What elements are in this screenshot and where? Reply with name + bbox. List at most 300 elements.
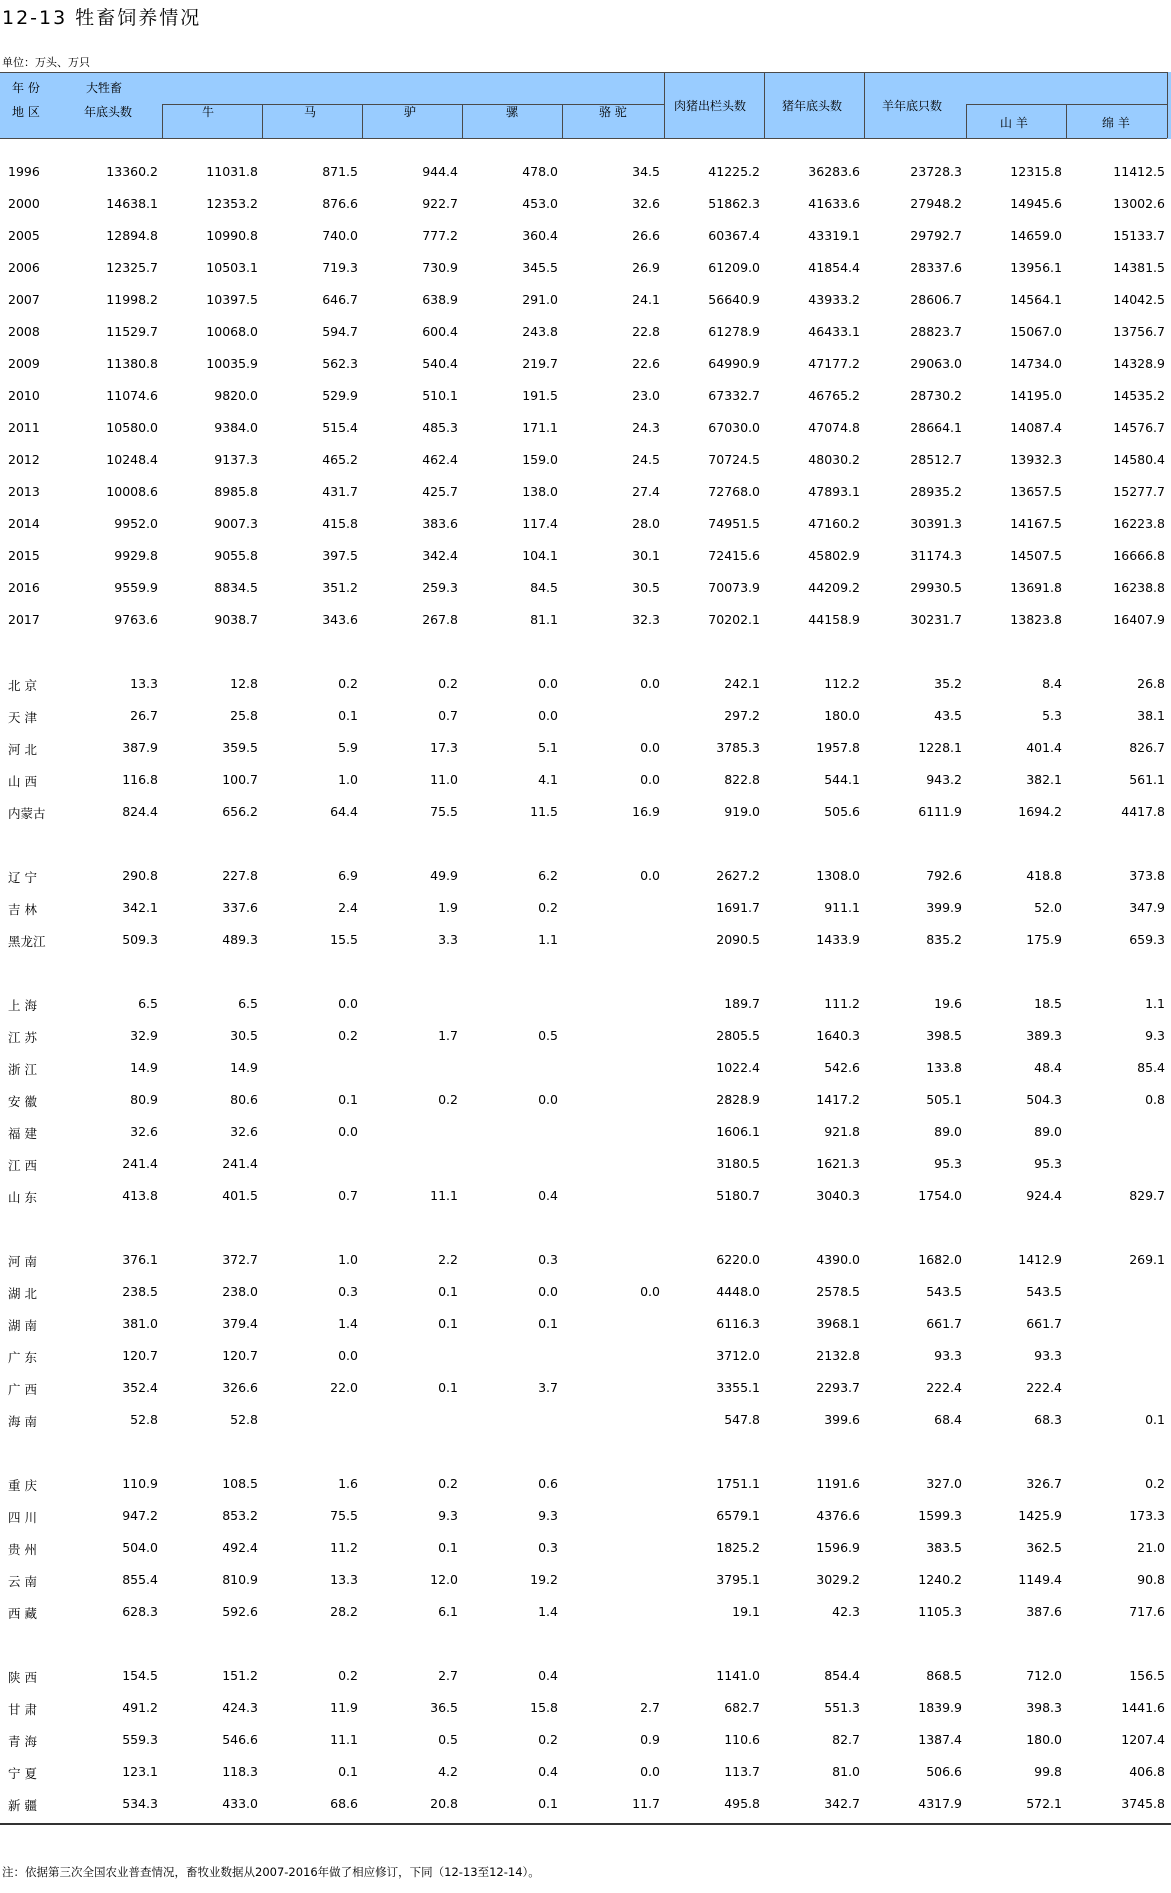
region-row <box>0 1060 1171 1080</box>
table-cell: 47160.2 <box>808 516 860 531</box>
table-cell: 3.7 <box>538 1380 558 1395</box>
table-cell: 15.5 <box>330 932 358 947</box>
table-cell: 1.0 <box>338 1252 358 1267</box>
table-cell: 64990.9 <box>708 356 760 371</box>
table-cell: 397.5 <box>322 548 358 563</box>
table-cell: 1149.4 <box>1018 1572 1062 1587</box>
table-cell: 0.2 <box>1145 1476 1165 1491</box>
table-cell: 6111.9 <box>918 804 962 819</box>
table-cell: 1694.2 <box>1018 804 1062 819</box>
table-cell: 9055.8 <box>214 548 258 563</box>
table-cell: 242.1 <box>724 676 760 691</box>
table-cell: 238.5 <box>122 1284 158 1299</box>
region-label: 上 海 <box>8 998 37 1013</box>
table-cell: 14.9 <box>130 1060 158 1075</box>
table-cell: 628.3 <box>122 1604 158 1619</box>
region-label: 吉 林 <box>8 902 37 917</box>
region-label: 黑龙江 <box>8 934 46 949</box>
table-cell: 389.3 <box>1026 1028 1062 1043</box>
table-cell: 351.2 <box>322 580 358 595</box>
table-cell: 11.7 <box>632 1796 660 1811</box>
table-cell: 93.3 <box>1034 1348 1062 1363</box>
table-cell: 9137.3 <box>214 452 258 467</box>
table-cell: 10397.5 <box>206 292 258 307</box>
table-cell: 14167.5 <box>1010 516 1062 531</box>
table-cell: 433.0 <box>222 1796 258 1811</box>
year-label: 2009 <box>8 356 40 371</box>
table-cell: 38.1 <box>1137 708 1165 723</box>
table-cell: 505.6 <box>824 804 860 819</box>
table-cell: 387.9 <box>122 740 158 755</box>
table-cell: 4376.6 <box>816 1508 860 1523</box>
region-label: 山 东 <box>8 1190 37 1205</box>
region-row <box>0 804 1171 824</box>
table-cell: 406.8 <box>1129 1764 1165 1779</box>
table-cell: 13823.8 <box>1010 612 1062 627</box>
table-cell: 60367.4 <box>708 228 760 243</box>
table-cell: 117.4 <box>522 516 558 531</box>
table-cell: 489.3 <box>222 932 258 947</box>
table-cell: 362.5 <box>1026 1540 1062 1555</box>
table-cell: 15277.7 <box>1113 484 1165 499</box>
region-label: 甘 肃 <box>8 1702 37 1717</box>
table-cell: 876.6 <box>322 196 358 211</box>
table-cell: 24.1 <box>632 292 660 307</box>
table-cell: 20.8 <box>430 1796 458 1811</box>
table-cell: 10503.1 <box>206 260 258 275</box>
table-cell: 9763.6 <box>114 612 158 627</box>
table-cell: 4417.8 <box>1121 804 1165 819</box>
table-cell: 0.1 <box>438 1316 458 1331</box>
year-label: 1996 <box>8 164 40 179</box>
table-cell: 1599.3 <box>918 1508 962 1523</box>
table-cell: 0.3 <box>538 1252 558 1267</box>
table-cell: 0.1 <box>338 1092 358 1107</box>
table-cell: 352.4 <box>122 1380 158 1395</box>
table-cell: 465.2 <box>322 452 358 467</box>
table-cell: 4.1 <box>538 772 558 787</box>
table-cell: 22.6 <box>632 356 660 371</box>
table-cell: 80.9 <box>130 1092 158 1107</box>
table-cell: 12894.8 <box>106 228 158 243</box>
table-cell: 1957.8 <box>816 740 860 755</box>
table-cell: 415.8 <box>322 516 358 531</box>
year-label: 2017 <box>8 612 40 627</box>
header-camel: 骆 驼 <box>599 105 627 119</box>
table-cell: 343.6 <box>322 612 358 627</box>
table-cell: 74951.5 <box>708 516 760 531</box>
table-cell: 13.3 <box>330 1572 358 1587</box>
table-cell: 290.8 <box>122 868 158 883</box>
table-cell: 0.0 <box>640 868 660 883</box>
year-label: 2006 <box>8 260 40 275</box>
region-row <box>0 1476 1171 1496</box>
region-row <box>0 1124 1171 1144</box>
region-row <box>0 1604 1171 1624</box>
table-cell: 108.5 <box>222 1476 258 1491</box>
year-row <box>0 324 1171 344</box>
table-cell: 138.0 <box>522 484 558 499</box>
table-cell: 95.3 <box>1034 1156 1062 1171</box>
table-cell: 5.1 <box>538 740 558 755</box>
table-cell: 191.5 <box>522 388 558 403</box>
table-cell: 67030.0 <box>708 420 760 435</box>
table-cell: 52.8 <box>130 1412 158 1427</box>
table-cell: 2828.9 <box>716 1092 760 1107</box>
year-row <box>0 228 1171 248</box>
table-cell: 12325.7 <box>106 260 158 275</box>
table-cell: 2805.5 <box>716 1028 760 1043</box>
region-label: 江 西 <box>8 1158 37 1173</box>
table-cell: 43319.1 <box>808 228 860 243</box>
table-cell: 1.1 <box>538 932 558 947</box>
table-cell: 12.8 <box>230 676 258 691</box>
table-cell: 600.4 <box>422 324 458 339</box>
table-cell: 924.4 <box>1026 1188 1062 1203</box>
table-cell: 35.2 <box>934 676 962 691</box>
table-cell: 67332.7 <box>708 388 760 403</box>
table-cell: 269.1 <box>1129 1252 1165 1267</box>
table-cell: 1207.4 <box>1121 1732 1165 1747</box>
table-cell: 28935.2 <box>910 484 962 499</box>
table-cell: 26.7 <box>130 708 158 723</box>
table-cell: 835.2 <box>926 932 962 947</box>
table-cell: 0.5 <box>438 1732 458 1747</box>
table-cell: 478.0 <box>522 164 558 179</box>
table-cell: 61278.9 <box>708 324 760 339</box>
table-cell: 14638.1 <box>106 196 158 211</box>
region-label: 湖 北 <box>8 1286 37 1301</box>
year-row <box>0 260 1171 280</box>
table-cell: 398.5 <box>926 1028 962 1043</box>
table-cell: 14381.5 <box>1113 260 1165 275</box>
table-cell: 453.0 <box>522 196 558 211</box>
table-cell: 241.4 <box>122 1156 158 1171</box>
table-cell: 227.8 <box>222 868 258 883</box>
region-row <box>0 868 1171 888</box>
table-cell: 28606.7 <box>910 292 962 307</box>
table-cell: 0.2 <box>538 1732 558 1747</box>
table-cell: 28730.2 <box>910 388 962 403</box>
year-row <box>0 420 1171 440</box>
table-cell: 719.3 <box>322 260 358 275</box>
table-cell: 44158.9 <box>808 612 860 627</box>
table-cell: 28664.1 <box>910 420 962 435</box>
table-cell: 24.5 <box>632 452 660 467</box>
table-cell: 29792.7 <box>910 228 962 243</box>
table-cell: 661.7 <box>1026 1316 1062 1331</box>
table-cell: 326.6 <box>222 1380 258 1395</box>
table-cell: 14195.0 <box>1010 388 1062 403</box>
table-cell: 156.5 <box>1129 1668 1165 1683</box>
table-cell: 0.2 <box>538 900 558 915</box>
table-cell: 173.3 <box>1129 1508 1165 1523</box>
region-label: 广 东 <box>8 1350 37 1365</box>
table-cell: 1308.0 <box>816 868 860 883</box>
table-cell: 379.4 <box>222 1316 258 1331</box>
table-cell: 1240.2 <box>918 1572 962 1587</box>
table-cell: 495.8 <box>724 1796 760 1811</box>
table-cell: 10008.6 <box>106 484 158 499</box>
table-cell: 1441.6 <box>1121 1700 1165 1715</box>
year-row <box>0 452 1171 472</box>
region-label: 江 苏 <box>8 1030 37 1045</box>
table-cell: 113.7 <box>724 1764 760 1779</box>
region-row <box>0 1508 1171 1528</box>
table-cell: 22.0 <box>330 1380 358 1395</box>
region-row <box>0 676 1171 696</box>
table-cell: 2627.2 <box>716 868 760 883</box>
table-cell: 399.9 <box>926 900 962 915</box>
year-label: 2000 <box>8 196 40 211</box>
table-cell: 180.0 <box>1026 1732 1062 1747</box>
table-cell: 9820.0 <box>214 388 258 403</box>
table-cell: 112.2 <box>824 676 860 691</box>
table-cell: 68.4 <box>934 1412 962 1427</box>
table-cell: 189.7 <box>724 996 760 1011</box>
header-year-end: 年底头数 <box>84 105 133 119</box>
table-cell: 28823.7 <box>910 324 962 339</box>
table-cell: 46765.2 <box>808 388 860 403</box>
table-cell: 11412.5 <box>1113 164 1165 179</box>
table-cell: 13360.2 <box>106 164 158 179</box>
table-cell: 1.1 <box>1145 996 1165 1011</box>
table-cell: 13756.7 <box>1113 324 1165 339</box>
table-cell: 219.7 <box>522 356 558 371</box>
region-row <box>0 932 1171 952</box>
table-cell: 31174.3 <box>910 548 962 563</box>
table-cell: 0.0 <box>640 1284 660 1299</box>
table-cell: 413.8 <box>122 1188 158 1203</box>
region-label: 浙 江 <box>8 1062 37 1077</box>
table-cell: 9.3 <box>538 1508 558 1523</box>
table-cell: 16666.8 <box>1113 548 1165 563</box>
year-label: 2012 <box>8 452 40 467</box>
table-cell: 1387.4 <box>918 1732 962 1747</box>
table-cell: 45802.9 <box>808 548 860 563</box>
region-label: 陕 西 <box>8 1670 37 1685</box>
table-cell: 23728.3 <box>910 164 962 179</box>
table-cell: 8985.8 <box>214 484 258 499</box>
table-cell: 52.0 <box>1034 900 1062 915</box>
table-cell: 171.1 <box>522 420 558 435</box>
table-cell: 70724.5 <box>708 452 760 467</box>
table-cell: 342.4 <box>422 548 458 563</box>
table-cell: 11529.7 <box>106 324 158 339</box>
table-cell: 659.3 <box>1129 932 1165 947</box>
region-row <box>0 900 1171 920</box>
table-cell: 82.7 <box>832 1732 860 1747</box>
table-cell: 18.5 <box>1034 996 1062 1011</box>
region-label: 河 南 <box>8 1254 37 1269</box>
table-cell: 47177.2 <box>808 356 860 371</box>
region-row <box>0 708 1171 728</box>
table-cell: 373.8 <box>1129 868 1165 883</box>
table-cell: 347.9 <box>1129 900 1165 915</box>
table-cell: 0.6 <box>538 1476 558 1491</box>
region-row <box>0 1412 1171 1432</box>
region-label: 宁 夏 <box>8 1766 37 1781</box>
table-cell: 13.3 <box>130 676 158 691</box>
header-donkey: 驴 <box>404 105 417 119</box>
table-cell: 12353.2 <box>206 196 258 211</box>
header-region: 地 区 <box>12 105 40 119</box>
table-cell: 14659.0 <box>1010 228 1062 243</box>
table-cell: 51862.3 <box>708 196 760 211</box>
table-cell: 3029.2 <box>816 1572 860 1587</box>
table-cell: 110.6 <box>724 1732 760 1747</box>
table-cell: 99.8 <box>1034 1764 1062 1779</box>
table-cell: 529.9 <box>322 388 358 403</box>
year-row <box>0 356 1171 376</box>
table-cell: 1.0 <box>338 772 358 787</box>
table-cell: 133.8 <box>926 1060 962 1075</box>
table-cell: 90.8 <box>1137 1572 1165 1587</box>
table-cell: 15067.0 <box>1010 324 1062 339</box>
region-label: 青 海 <box>8 1734 37 1749</box>
header-big-livestock: 大牲畜 <box>86 81 123 95</box>
table-cell: 3712.0 <box>716 1348 760 1363</box>
table-cell: 28512.7 <box>910 452 962 467</box>
year-row <box>0 612 1171 632</box>
table-cell: 2.4 <box>338 900 358 915</box>
table-cell: 1228.1 <box>918 740 962 755</box>
table-cell: 14576.7 <box>1113 420 1165 435</box>
table-cell: 44209.2 <box>808 580 860 595</box>
table-cell: 32.9 <box>130 1028 158 1043</box>
table-cell: 0.3 <box>538 1540 558 1555</box>
table-cell: 9952.0 <box>114 516 158 531</box>
table-cell: 0.0 <box>338 996 358 1011</box>
table-cell: 1606.1 <box>716 1124 760 1139</box>
table-cell: 32.6 <box>632 196 660 211</box>
table-cell: 0.1 <box>438 1380 458 1395</box>
table-cell: 853.2 <box>222 1508 258 1523</box>
table-cell: 30391.3 <box>910 516 962 531</box>
year-row <box>0 388 1171 408</box>
table-cell: 534.3 <box>122 1796 158 1811</box>
header-sheep-stock: 羊年底只数 <box>882 99 943 113</box>
table-cell: 68.3 <box>1034 1412 1062 1427</box>
region-row <box>0 1540 1171 1560</box>
region-row <box>0 1284 1171 1304</box>
region-row <box>0 1252 1171 1272</box>
year-label: 2016 <box>8 580 40 595</box>
table-cell: 3.3 <box>438 932 458 947</box>
table-cell: 25.8 <box>230 708 258 723</box>
table-cell: 342.7 <box>824 1796 860 1811</box>
table-cell: 1412.9 <box>1018 1252 1062 1267</box>
table-cell: 661.7 <box>926 1316 962 1331</box>
table-cell: 41633.6 <box>808 196 860 211</box>
table-cell: 120.7 <box>222 1348 258 1363</box>
table-cell: 656.2 <box>222 804 258 819</box>
table-cell: 72415.6 <box>708 548 760 563</box>
table-cell: 515.4 <box>322 420 358 435</box>
table-cell: 11998.2 <box>106 292 158 307</box>
table-cell: 572.1 <box>1026 1796 1062 1811</box>
table-cell: 14564.1 <box>1010 292 1062 307</box>
table-cell: 824.4 <box>122 804 158 819</box>
table-cell: 509.3 <box>122 932 158 947</box>
region-row <box>0 1764 1171 1784</box>
table-cell: 492.4 <box>222 1540 258 1555</box>
table-cell: 267.8 <box>422 612 458 627</box>
table-cell: 544.1 <box>824 772 860 787</box>
table-cell: 85.4 <box>1137 1060 1165 1075</box>
region-label: 西 藏 <box>8 1606 37 1621</box>
table-cell: 9007.3 <box>214 516 258 531</box>
table-cell: 547.8 <box>724 1412 760 1427</box>
table-cell: 52.8 <box>230 1412 258 1427</box>
table-cell: 70073.9 <box>708 580 760 595</box>
table-cell: 259.3 <box>422 580 458 595</box>
table-title: 12-13 牲畜饲养情况 <box>2 7 202 29</box>
table-cell: 2.7 <box>438 1668 458 1683</box>
table-cell: 0.0 <box>640 740 660 755</box>
table-cell: 30231.7 <box>910 612 962 627</box>
table-cell: 11031.8 <box>206 164 258 179</box>
table-cell: 792.6 <box>926 868 962 883</box>
table-cell: 0.2 <box>338 1668 358 1683</box>
table-cell: 337.6 <box>222 900 258 915</box>
table-cell: 1.6 <box>338 1476 358 1491</box>
table-cell: 80.6 <box>230 1092 258 1107</box>
table-cell: 2090.5 <box>716 932 760 947</box>
table-cell: 123.1 <box>122 1764 158 1779</box>
table-cell: 29063.0 <box>910 356 962 371</box>
table-cell: 1754.0 <box>918 1188 962 1203</box>
table-cell: 0.0 <box>538 708 558 723</box>
table-cell: 383.5 <box>926 1540 962 1555</box>
table-cell: 562.3 <box>322 356 358 371</box>
table-cell: 0.2 <box>438 676 458 691</box>
table-cell: 1433.9 <box>816 932 860 947</box>
table-cell: 3795.1 <box>716 1572 760 1587</box>
table-cell: 943.2 <box>926 772 962 787</box>
region-row <box>0 1156 1171 1176</box>
table-cell: 180.0 <box>824 708 860 723</box>
table-cell: 9038.7 <box>214 612 258 627</box>
table-cell: 154.5 <box>122 1668 158 1683</box>
table-cell: 36283.6 <box>808 164 860 179</box>
region-row <box>0 1732 1171 1752</box>
region-label: 重 庆 <box>8 1478 37 1493</box>
table-cell: 424.3 <box>222 1700 258 1715</box>
region-label: 云 南 <box>8 1574 37 1589</box>
table-cell: 26.8 <box>1137 676 1165 691</box>
table-cell: 12315.8 <box>1010 164 1062 179</box>
table-cell: 3040.3 <box>816 1188 860 1203</box>
table-cell: 10990.8 <box>206 228 258 243</box>
table-cell: 12.0 <box>430 1572 458 1587</box>
year-row <box>0 164 1171 184</box>
table-cell: 32.6 <box>230 1124 258 1139</box>
table-cell: 175.9 <box>1026 932 1062 947</box>
table-cell: 0.1 <box>338 1764 358 1779</box>
table-cell: 41854.4 <box>808 260 860 275</box>
table-cell: 382.1 <box>1026 772 1062 787</box>
region-row <box>0 1700 1171 1720</box>
table-cell: 8.4 <box>1042 676 1062 691</box>
table-cell: 0.7 <box>438 708 458 723</box>
table-cell: 11074.6 <box>106 388 158 403</box>
table-cell: 372.7 <box>222 1252 258 1267</box>
table-cell: 14734.0 <box>1010 356 1062 371</box>
table-cell: 34.5 <box>632 164 660 179</box>
table-cell: 0.5 <box>538 1028 558 1043</box>
year-label: 2013 <box>8 484 40 499</box>
